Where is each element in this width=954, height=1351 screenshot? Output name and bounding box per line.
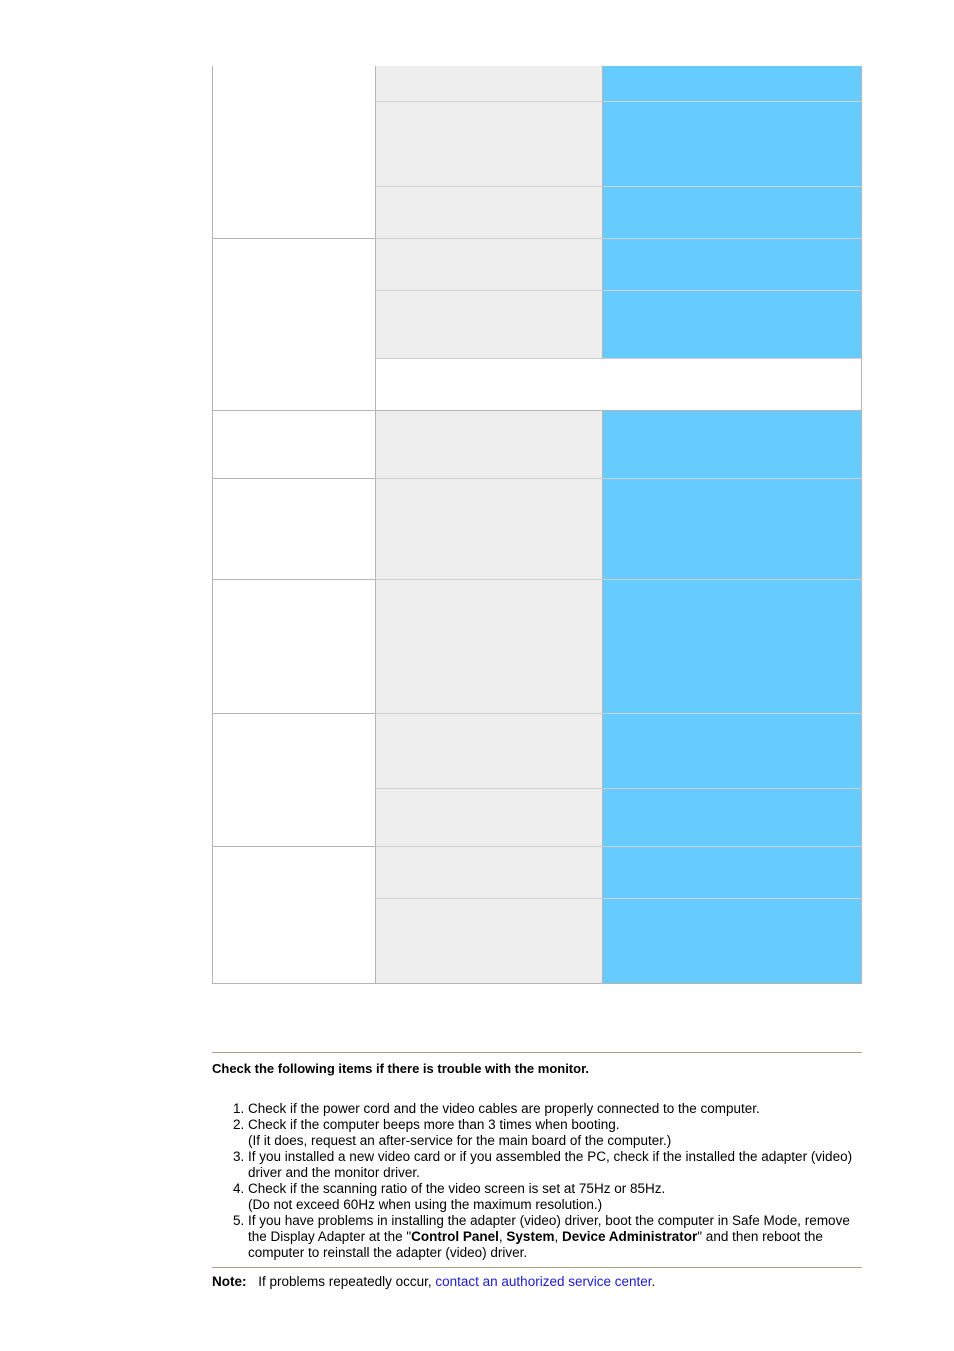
- solution-cell: [602, 899, 861, 983]
- note: [212, 1274, 655, 1290]
- step-subtext: (If it does, request an after-service for the main board of the computer.): [248, 1133, 672, 1148]
- check-cell: [375, 789, 602, 847]
- solution-cell: [602, 789, 861, 847]
- merged-cell: [375, 359, 861, 411]
- step-text: If you have problems in installing the adapter (video) driver, boot the computer in Safe Mode, remove the Display Adapter at the ": [248, 1213, 850, 1244]
- symptom-cell: [213, 479, 375, 580]
- check-cell: [375, 479, 602, 580]
- symptom-cell: [213, 714, 375, 847]
- check-cell: [375, 714, 602, 789]
- check-cell: [375, 66, 602, 102]
- top-divider: [212, 1052, 862, 1053]
- check-cell: [375, 187, 602, 239]
- separator: ,: [498, 1229, 507, 1244]
- check-cell: [375, 580, 602, 714]
- checklist: [212, 1101, 862, 1261]
- solution-cell: [602, 239, 861, 291]
- troubleshooting-table: [212, 66, 862, 984]
- step-text: " and then reboot the computer to reinstall the adapter (video) driver.: [248, 1229, 823, 1260]
- check-cell: [375, 102, 602, 187]
- list-item: [248, 1117, 862, 1149]
- solution-cell: [602, 411, 861, 479]
- symptom-cell: [213, 580, 375, 714]
- solution-cell: [602, 714, 861, 789]
- symptom-cell: [213, 66, 375, 239]
- section-heading: Check the following items if there is trouble with the monitor.: [212, 1061, 590, 1076]
- bottom-divider: [212, 1267, 862, 1268]
- device-administrator-term: Device Administrator: [561, 1229, 698, 1244]
- step-text: Check if the computer beeps more than 3 times when booting.: [248, 1117, 620, 1132]
- list-item: [248, 1181, 862, 1213]
- list-item: [248, 1149, 862, 1181]
- check-cell: [375, 899, 602, 983]
- check-cell: [375, 239, 602, 291]
- separator: ,: [554, 1229, 562, 1244]
- solution-cell: [602, 847, 861, 899]
- step-subtext: (Do not exceed 60Hz when using the maximum resolution.): [248, 1197, 603, 1212]
- note-text: If problems repeatedly occur,: [258, 1274, 432, 1289]
- list-item: [248, 1101, 862, 1117]
- step-text: Check if the scanning ratio of the video screen is set at 75Hz or 85Hz.: [248, 1181, 666, 1196]
- service-center-link[interactable]: contact an authorized service center: [435, 1274, 652, 1289]
- check-cell: [375, 291, 602, 359]
- note-label: Note:: [212, 1274, 247, 1289]
- step-text: If you installed a new video card or if you assembled the PC, check if the installed the adapter (video) driver and the monitor driver.: [248, 1149, 853, 1180]
- symptom-cell: [213, 411, 375, 479]
- check-cell: [375, 411, 602, 479]
- solution-cell: [602, 291, 861, 359]
- note-end: .: [651, 1274, 656, 1289]
- system-term: System: [506, 1229, 555, 1244]
- solution-cell: [602, 580, 861, 714]
- check-cell: [375, 847, 602, 899]
- solution-cell: [602, 102, 861, 187]
- step-text: Check if the power cord and the video cables are properly connected to the computer.: [248, 1101, 760, 1116]
- solution-cell: [602, 66, 861, 102]
- symptom-cell: [213, 239, 375, 411]
- solution-cell: [602, 187, 861, 239]
- symptom-cell: [213, 847, 375, 983]
- list-item: [248, 1213, 862, 1261]
- control-panel-term: Control Panel: [411, 1229, 499, 1244]
- solution-cell: [602, 479, 861, 580]
